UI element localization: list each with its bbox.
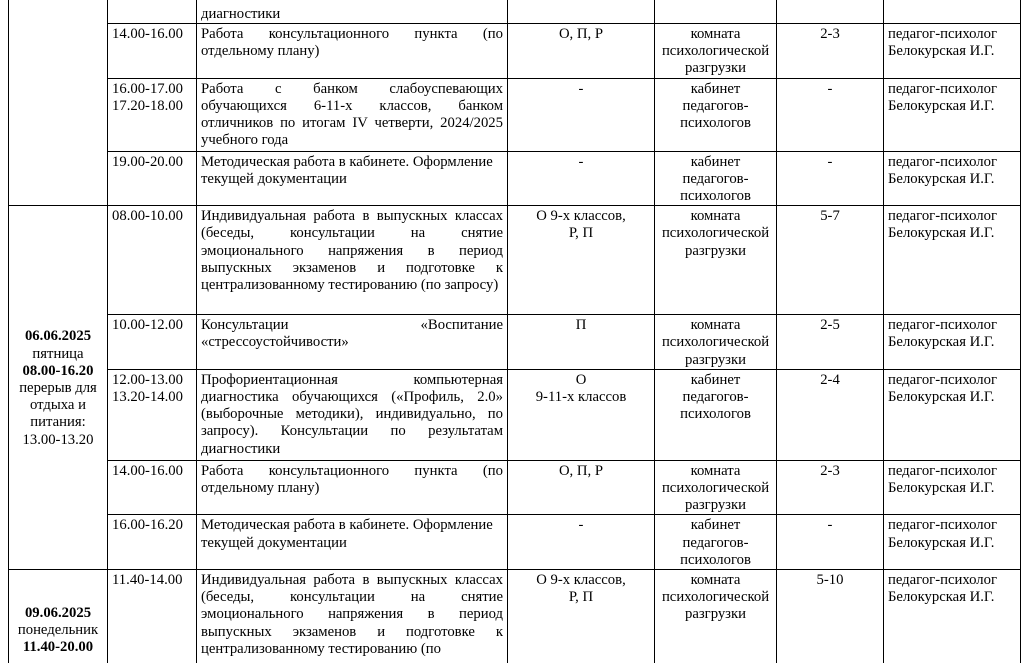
responsible-cell: педагог-психолог Белокурская И.Г. [884, 369, 1021, 460]
time-cell: 16.00-17.00 17.20-18.00 [108, 78, 197, 151]
activity-cell: Методическая работа в кабинете. Оформление текущей документации [197, 515, 508, 570]
count-cell: 2-4 [777, 369, 884, 460]
table-row [9, 570, 1021, 663]
table-row [9, 206, 1021, 315]
count-cell: 5-10 [777, 570, 884, 663]
activity-cell: Работа консультационного пункта (по отдельному плану) [197, 24, 508, 79]
place-cell: кабинет педагогов- психологов [655, 515, 777, 570]
activity-cell: Консультации «Воспитание «стрессоустойчивости» [197, 315, 508, 370]
day-hours: 11.40-20.00 [22, 639, 94, 656]
responsible-cell: педагог-психолог Белокурская И.Г. [884, 24, 1021, 79]
place-cell: комната психологической разгрузки [655, 460, 777, 515]
count-cell: - [777, 515, 884, 570]
activity-cell: Профориентационная компьютерная диагностика обучающихся («Профиль, 2.0» (выборочные методики), индивидуально, по запросу). Консультации по результатам диагностики [197, 369, 508, 460]
place-cell: комната психологической разгрузки [655, 315, 777, 370]
day-weekday: понедельник [17, 622, 99, 639]
activity-cell: диагностики [197, 0, 508, 24]
activity-cell: Индивидуальная работа в выпускных классах (беседы, консультации на снятие эмоционального напряжения в период выпускных экзаменов и подготовке к централизованному тестированию (по [197, 570, 508, 663]
participants-cell: П [508, 315, 655, 370]
count-cell: 2-3 [777, 460, 884, 515]
day-cell: 06.06.2025 пятница 08.00-16.20 перерыв для отдыха и питания: 13.00-13.20 [9, 206, 108, 570]
count-cell: - [777, 78, 884, 151]
activity-cell: Работа с банком слабоуспевающих обучающихся 6-11-х классов, банком отличников по итогам IV четверти, 2024/2025 учебного года [197, 78, 508, 151]
day-cell-empty [9, 0, 108, 206]
table-row [9, 515, 1021, 570]
time-cell: 14.00-16.00 [108, 24, 197, 79]
participants-cell: - [508, 515, 655, 570]
table-row [9, 315, 1021, 370]
day-hours: 08.00-16.20 [22, 362, 94, 379]
responsible-cell: педагог-психолог Белокурская И.Г. [884, 206, 1021, 315]
table-row [9, 24, 1021, 79]
activity-cell: Работа консультационного пункта (по отдельному плану) [197, 460, 508, 515]
place-cell: кабинет педагогов- психологов [655, 369, 777, 460]
count-cell [777, 0, 884, 24]
time-cell: 12.00-13.00 13.20-14.00 [108, 369, 197, 460]
place-cell: комната психологической разгрузки [655, 206, 777, 315]
day-break-time: 13.00-13.20 [22, 431, 94, 448]
participants-cell: О, П, Р [508, 24, 655, 79]
responsible-cell: педагог-психолог Белокурская И.Г. [884, 151, 1021, 206]
count-cell: 2-3 [777, 24, 884, 79]
count-cell: - [777, 151, 884, 206]
place-cell: кабинет педагогов- психологов [655, 78, 777, 151]
time-cell: 19.00-20.00 [108, 151, 197, 206]
table-row [9, 369, 1021, 460]
participants-cell: О 9-х классов, Р, П [508, 206, 655, 315]
responsible-cell: педагог-психолог Белокурская И.Г. [884, 460, 1021, 515]
day-date: 06.06.2025 [24, 328, 92, 345]
place-cell [655, 0, 777, 24]
responsible-cell: педагог-психолог Белокурская И.Г. [884, 78, 1021, 151]
time-cell [108, 0, 197, 24]
activity-cell: Методическая работа в кабинете. Оформление текущей документации [197, 151, 508, 206]
day-cell [9, 570, 108, 663]
responsible-cell [884, 0, 1021, 24]
participants-cell: О 9-х классов, Р, П [508, 570, 655, 663]
time-cell: 14.00-16.00 [108, 460, 197, 515]
participants-cell: О 9-11-х классов [508, 369, 655, 460]
participants-cell: О, П, Р [508, 460, 655, 515]
responsible-cell: педагог-психолог Белокурская И.Г. [884, 515, 1021, 570]
table-row [9, 78, 1021, 151]
table-row [9, 0, 1021, 24]
day-weekday: пятница [32, 345, 84, 362]
participants-cell: - [508, 78, 655, 151]
count-cell: 2-5 [777, 315, 884, 370]
time-cell: 16.00-16.20 [108, 515, 197, 570]
schedule-table [8, 0, 1021, 663]
time-cell: 08.00-10.00 [108, 206, 197, 315]
responsible-cell: педагог-психолог Белокурская И.Г. [884, 315, 1021, 370]
table-row [9, 460, 1021, 515]
table-row [9, 151, 1021, 206]
participants-cell: - [508, 151, 655, 206]
time-cell: 10.00-12.00 [108, 315, 197, 370]
responsible-cell: педагог-психолог Белокурская И.Г. [884, 570, 1021, 663]
day-date: 09.06.2025 [24, 605, 92, 622]
place-cell: комната психологической разгрузки [655, 24, 777, 79]
count-cell: 5-7 [777, 206, 884, 315]
place-cell: кабинет педагогов- психологов [655, 151, 777, 206]
participants-cell [508, 0, 655, 24]
activity-cell: Индивидуальная работа в выпускных классах (беседы, консультации на снятие эмоционального напряжения в период выпускных экзаменов и подготовке к централизованному тестированию (по запросу) [197, 206, 508, 315]
time-cell: 11.40-14.00 [108, 570, 197, 663]
place-cell: комната психологической разгрузки [655, 570, 777, 663]
